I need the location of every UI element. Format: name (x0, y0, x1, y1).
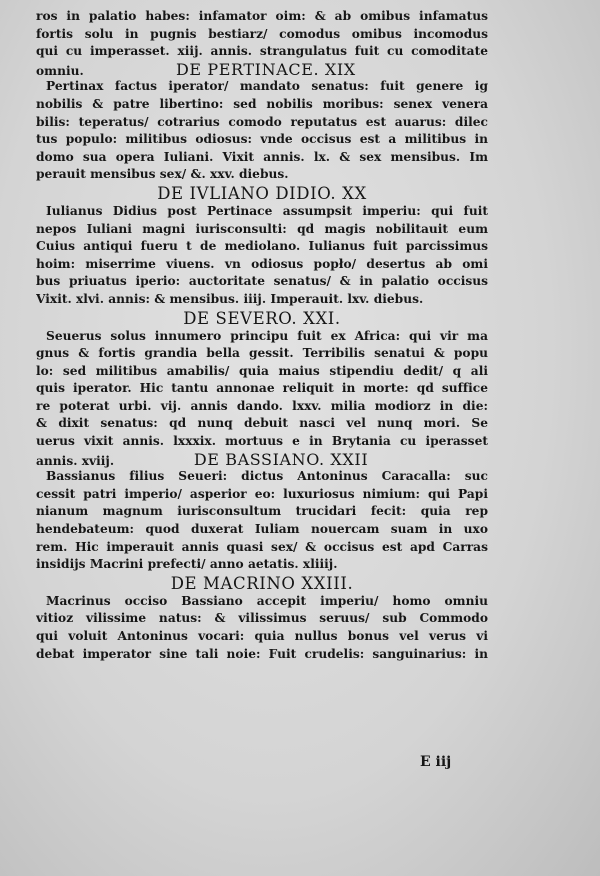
latin-text-block (36, 8, 488, 663)
text-line: re poterat urbi. vij. annis dando. lxxv. milia modiorz in die: (36, 398, 488, 413)
text-line: vitioz vilissime natus: & vilissimus seruus/ sub Commodo (36, 611, 488, 626)
text-line: & dixit senatus: qd nunq debuit nasci vel nunq mori. Se (36, 416, 488, 431)
text-line: hoim: miserrime viuens. vn odiosus popło/ desertus ab omi (36, 256, 488, 271)
text-line: quis iperator. Hic tantu annonae reliquit in morte: qd suffice (36, 381, 488, 396)
section-heading: DE PERTINACE. XIX (176, 60, 356, 79)
signature-mark: E iij (420, 754, 452, 770)
text-line: Seuerus solus innumero principu fuit ex Africa: qui vir ma (46, 328, 488, 343)
text-line: bus priuatus iperio: auctoritate senatus/ & in palatio occisus (36, 274, 488, 289)
text-line: fortis solu in pugnis bestiarz/ comodus omibus incomodus (36, 26, 488, 41)
text-line: ros in palatio habes: infamator oim: & ab omibus infamatus (36, 9, 488, 23)
section-heading: DE IVLIANO DIDIO. XX (157, 183, 367, 203)
text-line: gnus & fortis grandia bella gessit. Terribilis senatui & popu (36, 346, 488, 361)
text-line: qui voluit Antoninus vocari: quia nullus bonus vel verus vi (36, 629, 488, 643)
text-line: Macrinus occiso Bassiano accepit imperiu/ homo omniu (46, 593, 488, 608)
text-line: nepos Iuliani magni iurisconsulti: qd magis nobilitauit eum (36, 221, 488, 236)
text-line: lo: sed militibus amabilis/ quia maius stipendiu dedit/ q ali (36, 363, 488, 378)
text-line: bilis: teperatus/ cotrarius comodo reputatus est auarus: dilec (36, 114, 488, 129)
section-heading: DE MACRINO XXIII. (170, 573, 354, 593)
text-line: rem. Hic imperauit annis quasi sex/ & occisus est apd Carras (36, 539, 488, 554)
text-line: uerus vixit annis. lxxxix. mortuus e in Brytania cu iperasset (36, 434, 488, 449)
text-line: Cuius antiqui fueru t de mediolano. Iulianus fuit parcissimus (36, 239, 488, 254)
text-line-with-heading (36, 451, 488, 469)
text-line: domo sua opera Iuliani. Vixit annis. lx. & sex mensibus. Im (36, 149, 488, 164)
text-line-with-heading (36, 61, 488, 79)
text-line: cessit patri imperio/ asperior eo: luxuriosus nimium: qui Papi (36, 486, 488, 501)
text-line: hendebateum: quod duxerat Iuliam nouercam suam in uxo (36, 522, 488, 537)
text-line: nianum magnum iurisconsultum trucidari fecit: quia rep (36, 504, 488, 519)
text-line: Iulianus Didius post Pertinace assumpsit imperiu: qui fuit (46, 203, 488, 218)
text-line: insidijs Macrini prefecti/ anno aetatis. xliiij. (36, 557, 338, 572)
text-line: Pertinax factus iperator/ mandato senatus: fuit genere ig (46, 79, 488, 94)
text-line: perauit mensibus sex/ &. xxv. diebus. (36, 167, 289, 182)
text-line: qui cu imperasset. xiij. annis. strangulatus fuit cu comoditate (36, 44, 488, 59)
text-line: nobilis & patre libertino: sed nobilis moribus: senex venera (36, 96, 488, 111)
text-line: tus populo: militibus odiosus: vnde occisus est a militibus in (36, 132, 488, 147)
text-line: annis. xviij. (36, 453, 115, 468)
section-heading: DE BASSIANO. XXII (193, 450, 369, 469)
section-heading: DE SEVERO. XXI. (183, 308, 341, 328)
text-line: debat imperator sine tali noie: Fuit crudelis: sanguinarius: in (36, 646, 488, 661)
text-line: Vixit. xlvi. annis: & mensibus. iiij. Imperauit. lxv. diebus. (36, 291, 424, 306)
text-line: Bassianus filius Seueri: dictus Antoninus Caracalla: suc (46, 469, 488, 484)
text-line: omniu. (36, 63, 84, 78)
